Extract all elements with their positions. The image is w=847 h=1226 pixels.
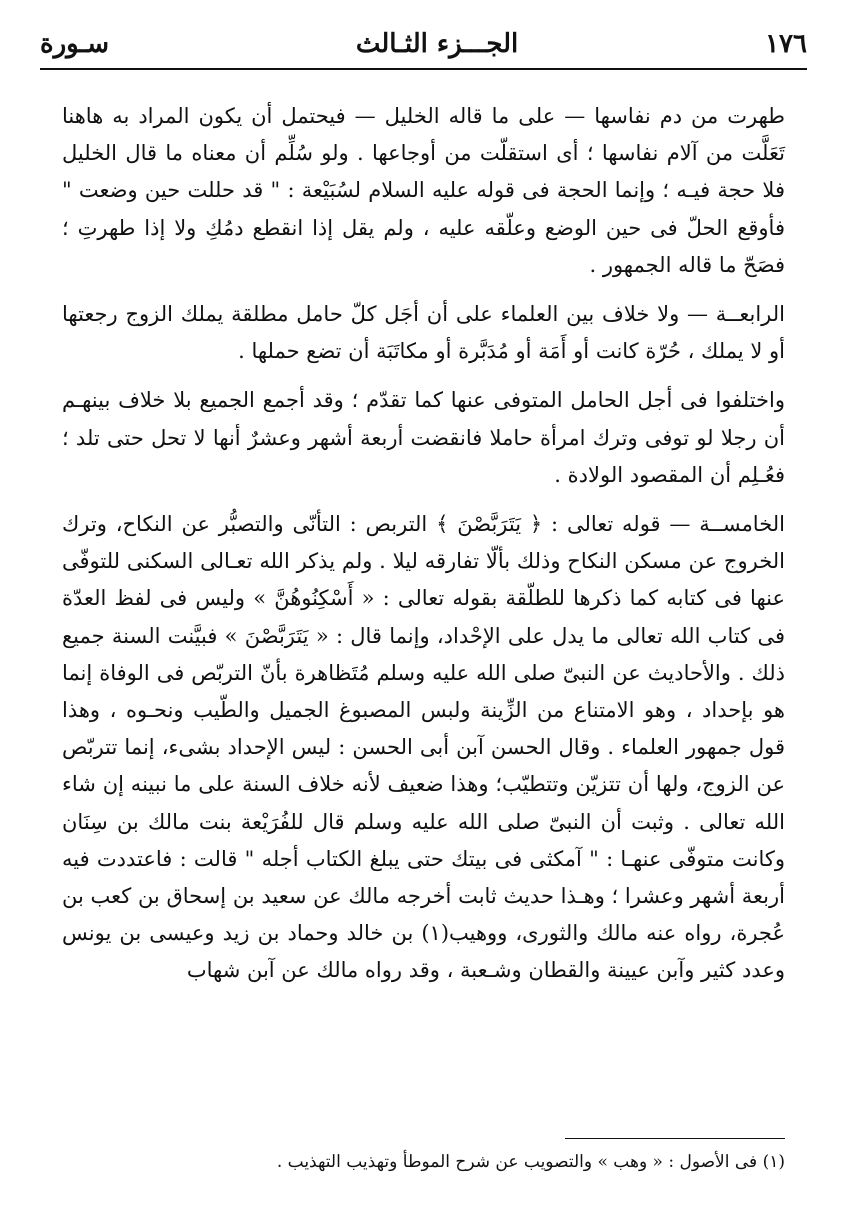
page-number: ١٧٦ [765, 29, 807, 59]
header-divider [40, 68, 807, 70]
surah-label: سـورة [40, 29, 110, 59]
paragraph-1: طهرت من دم نفاسها — على ما قاله الخليل — فيحتمل أن يكون المراد به هاهنا تَعَلَّت من آلام نفاسها ؛ أى استقلّت من أوجاعها . ولو سُلِّم أن معناه ما قال الخليل فلا حجة فيـه ؛ وإنما الحجة فى قوله عليه السلام لسُبَيْعة : " قد حللت حين وضعت " فأوقع الحلّ فى حين الوضع وعلّقه عليه ، ولم يقل إذا انقطع دمُكِ ولا إذا طهرتِ ؛ فصَحّ ما قاله الجمهور . [62, 104, 785, 277]
paragraph-4: الخامســة — قوله تعالى : ﴿ يَتَرَبَّصْنَ ﴾ التربص : التأنّى والتصبُّر عن النكاح، وترك الخروج عن مسكن النكاح وذلك بألّا تفارقه ليلا . ولم يذكر الله تعـالى السكنى للتوفّى عنها فى كتابه كما ذكرها للطلّقة بقوله تعالى : « أَسْكِنُوهُنَّ » وليس فى لفظ العدّة فى كتاب الله تعالى ما يدل على الإحْداد، وإنما قال : « يَتَرَبَّصْنَ » فبيَّنت السنة جميع ذلك . والأحاديث عن النبىّ صلى الله عليه وسلم مُتَظاهرة بأنّ التربّص فى الوفاة إنما هو بإحداد ، وهو الامتناع من الزِّينة ولبس المصبوغ الجميل والطّيب ونحـوه ، وهذا قول جمهور العلماء . وقال الحسن آبن أبى الحسن : ليس الإحداد بشىء، إنما تتربّص عن الزوج، ولها أن تتزيّن وتتطيّب؛ وهذا ضعيف لأنه خلاف السنة على ما نبينه إن شاء الله تعالى . وثبت أن النبىّ صلى الله عليه وسلم قال للفُرَيْعة بنت مالك بن سِنَان وكانت متوفّى عنهـا : " آمكثى فى بيتك حتى يبلغ الكتاب أجله " قالت : فاعتددت فيه أربعة أشهر وعشرا ؛ وهـذا حديث ثابت أخرجه مالك عن سعيد بن إسحاق بن كعب بن عُجرة، رواه عنه مالك والثورى، ووهيب(١) بن خالد وحماد بن زيد وعيسى بن يونس وعدد كثير وآبن عيينة والقطان وشـعبة ، وقد رواه مالك عن آبن شهاب [62, 512, 785, 983]
paragraph-3: واختلفوا فى أجل الحامل المتوفى عنها كما تقدّم ؛ وقد أجمع الجميع بلا خلاف بينهـم أن رجلا لو توفى وترك امرأة حاملا فانقضت أربعة أشهر وعشرٌ أنها لا تحل حتى تلد ؛ فعُـلِم أن المقصود الولادة . [62, 388, 785, 487]
volume-title: الجـــزء الثـالث [355, 29, 519, 59]
body-text [62, 98, 785, 1002]
footnote-divider [565, 1138, 785, 1139]
paragraph-2: الرابعــة — ولا خلاف بين العلماء على أن أجَل كلّ حامل مطلقة يملك الزوج رجعتها أو لا يملك ، حُرّة كانت أو أَمَة أو مُدَبَّرة أو مكاتَبَة أن تضع حملها . [62, 302, 785, 364]
footnote: (١) فى الأصول : « وهب » والتصويب عن شرح الموطأ وتهذيب التهذيب . [276, 1152, 785, 1172]
page-header [40, 20, 807, 68]
